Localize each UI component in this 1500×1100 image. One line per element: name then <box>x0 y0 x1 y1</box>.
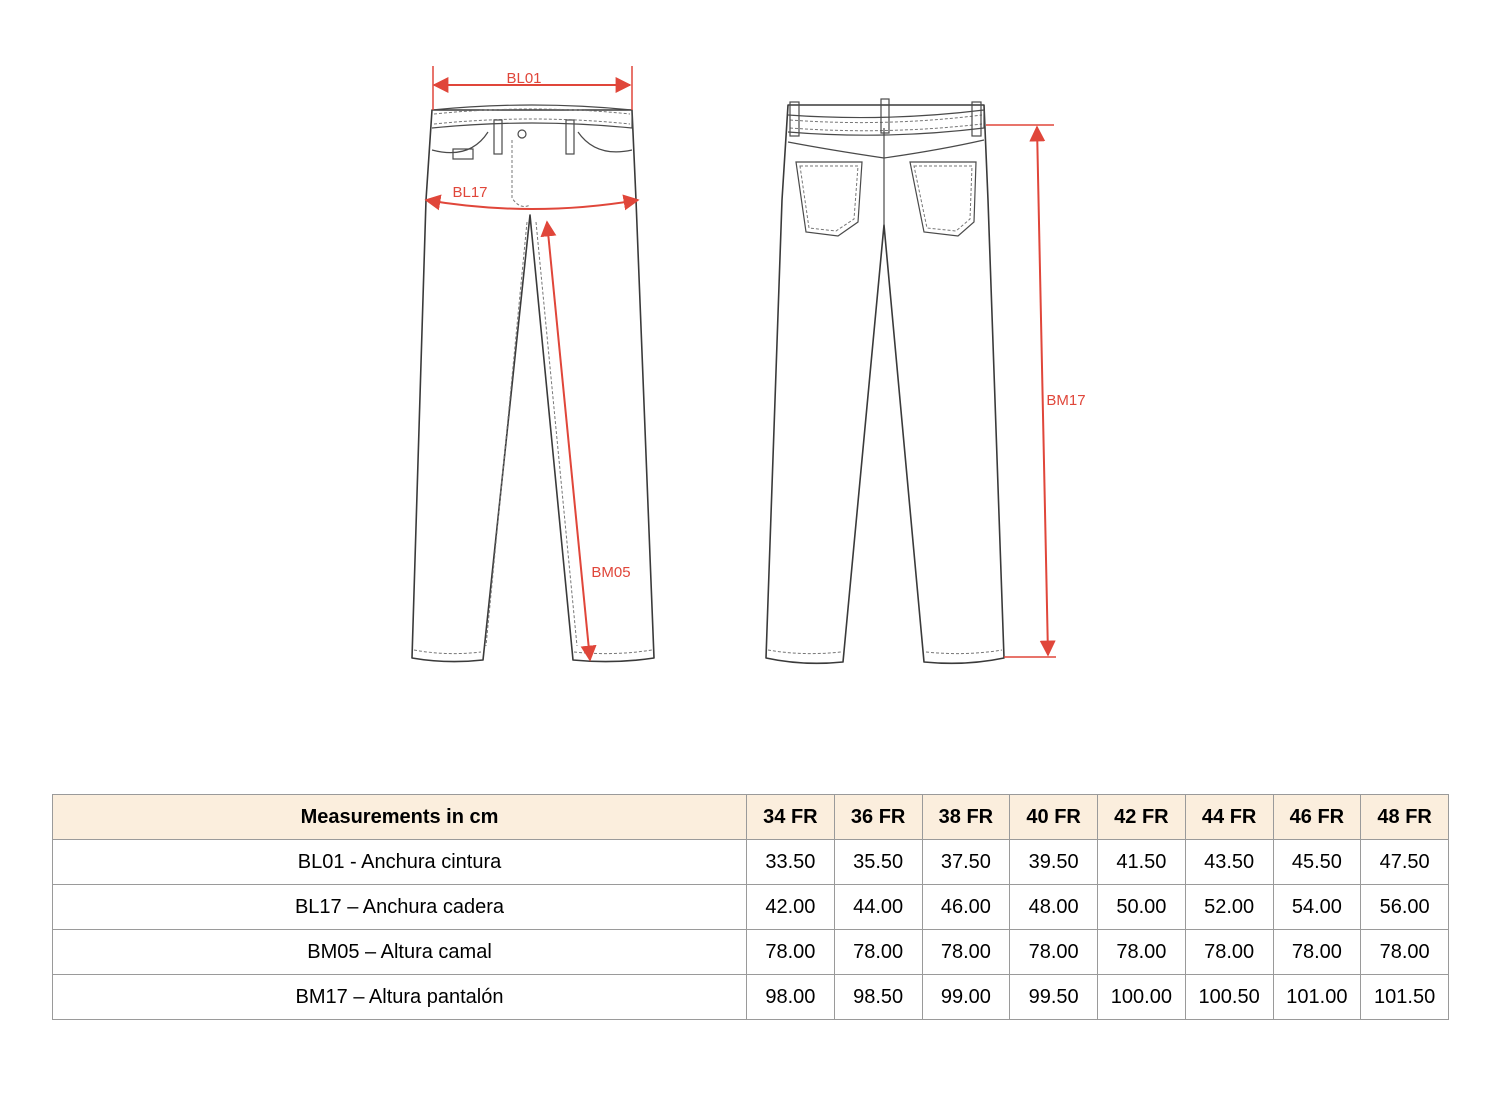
measurement-value: 42.00 <box>747 885 835 930</box>
measurement-value: 78.00 <box>1098 930 1186 975</box>
table-row <box>53 840 1449 885</box>
header-size: 48 FR <box>1361 795 1449 840</box>
header-measurements: Measurements in cm <box>53 795 747 840</box>
measurement-value: 48.00 <box>1010 885 1098 930</box>
measurement-value: 101.50 <box>1361 975 1449 1020</box>
measurement-value: 101.00 <box>1273 975 1361 1020</box>
measurement-label: BL17 – Anchura cadera <box>53 885 747 930</box>
table-row <box>53 975 1449 1020</box>
measurement-value: 99.00 <box>922 975 1010 1020</box>
back-pants-outline <box>766 105 1004 663</box>
measurement-value: 50.00 <box>1098 885 1186 930</box>
measurement-value: 78.00 <box>922 930 1010 975</box>
front-view <box>412 66 654 662</box>
table-row <box>53 930 1449 975</box>
measurement-value: 100.00 <box>1098 975 1186 1020</box>
measurement-value: 78.00 <box>747 930 835 975</box>
header-size: 38 FR <box>922 795 1010 840</box>
header-size: 36 FR <box>834 795 922 840</box>
measurement-value: 47.50 <box>1361 840 1449 885</box>
header-size: 46 FR <box>1273 795 1361 840</box>
measurement-value: 98.00 <box>747 975 835 1020</box>
measurement-value: 45.50 <box>1273 840 1361 885</box>
label-hip: BL17 <box>452 184 488 201</box>
measurement-value: 33.50 <box>747 840 835 885</box>
label-inseam: BM05 <box>591 564 631 581</box>
label-total-height: BM17 <box>1046 392 1086 409</box>
measurement-value: 78.00 <box>1010 930 1098 975</box>
measurement-value: 37.50 <box>922 840 1010 885</box>
back-view <box>766 99 1086 663</box>
header-size: 40 FR <box>1010 795 1098 840</box>
measurement-value: 98.50 <box>834 975 922 1020</box>
measurement-value: 46.00 <box>922 885 1010 930</box>
size-chart-table <box>52 794 1449 1020</box>
table-row <box>53 885 1449 930</box>
measurement-value: 52.00 <box>1185 885 1273 930</box>
measurement-value: 41.50 <box>1098 840 1186 885</box>
measurement-value: 99.50 <box>1010 975 1098 1020</box>
measurement-value: 78.00 <box>1273 930 1361 975</box>
measurement-value: 43.50 <box>1185 840 1273 885</box>
measurement-value: 78.00 <box>834 930 922 975</box>
measurement-value: 39.50 <box>1010 840 1098 885</box>
height-dimension-line <box>1037 127 1048 655</box>
measurement-value: 54.00 <box>1273 885 1361 930</box>
measurement-value: 78.00 <box>1361 930 1449 975</box>
measurement-value: 35.50 <box>834 840 922 885</box>
header-size: 42 FR <box>1098 795 1186 840</box>
measurement-value: 78.00 <box>1185 930 1273 975</box>
measurement-value: 44.00 <box>834 885 922 930</box>
header-size: 44 FR <box>1185 795 1273 840</box>
measurement-label: BM17 – Altura pantalón <box>53 975 747 1020</box>
header-size: 34 FR <box>747 795 835 840</box>
measurement-label: BM05 – Altura camal <box>53 930 747 975</box>
measurement-label: BL01 - Anchura cintura <box>53 840 747 885</box>
label-waist: BL01 <box>506 70 542 87</box>
measurement-value: 100.50 <box>1185 975 1273 1020</box>
table-header-row <box>53 795 1449 840</box>
measurement-value: 56.00 <box>1361 885 1449 930</box>
